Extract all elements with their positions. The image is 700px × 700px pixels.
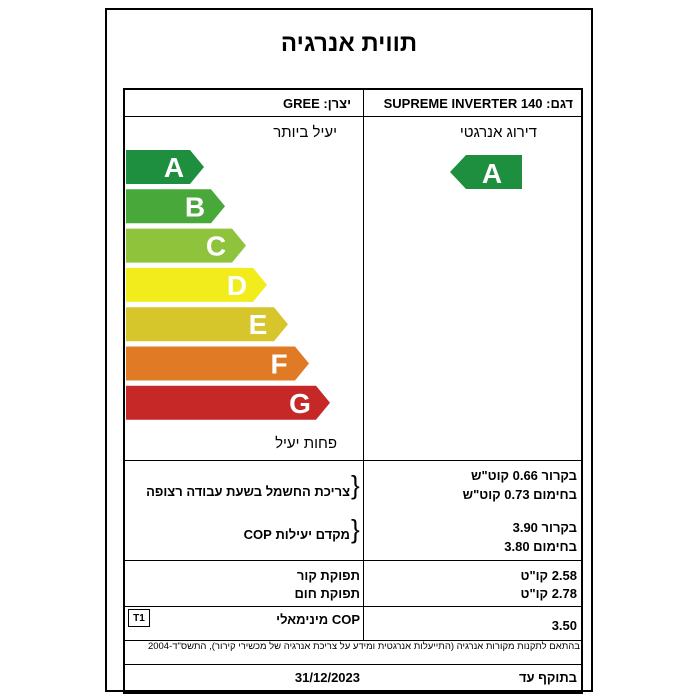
validity-label: בתוקף עד	[518, 670, 577, 685]
consumption-label: צריכת החשמל בשעת עבודה רצופה	[146, 484, 350, 499]
consumption-heating: בחימום 0.73 קוט"ש	[462, 487, 577, 502]
rating-letter: A	[481, 158, 503, 189]
energy-class-bar	[126, 189, 225, 223]
min-cop-label: COP מינימאלי	[276, 612, 360, 627]
manufacturer-label: יצרן: GREE	[282, 96, 351, 111]
regulation-footnote: בהתאם לתקנות מקורות אנרגיה (התייעלות אנרגטית ומידע על צריכת אנרגיה של מכשירי קירור), התשס"ד-2004	[147, 641, 580, 652]
heating-capacity-label: תפוקת חום	[294, 586, 360, 601]
energy-class-letter: E	[248, 309, 268, 341]
scale-bottom-label: פחות יעיל	[275, 435, 337, 452]
efficiency-scale	[126, 150, 341, 430]
energy-class-g	[126, 386, 330, 420]
energy-class-bar	[126, 229, 246, 263]
scale-top-label: יעיל ביותר	[273, 124, 337, 141]
energy-class-letter: F	[270, 348, 288, 380]
cooling-capacity-label: תפוקת קור	[296, 568, 360, 583]
energy-class-letter: B	[184, 191, 206, 223]
energy-class-letter: A	[163, 152, 185, 183]
min-cop-value: 3.50	[551, 618, 577, 633]
header-divider	[125, 116, 581, 117]
energy-class-letter: C	[205, 230, 227, 262]
column-divider	[363, 90, 364, 640]
label-title: תווית אנרגיה	[280, 30, 418, 57]
cop-cooling: בקרור 3.90	[512, 520, 577, 535]
cop-heating: בחימום 3.80	[504, 539, 577, 554]
cooling-capacity-value: 2.58 קו"ט	[520, 568, 577, 583]
energy-class-f	[126, 347, 309, 381]
energy-class-d	[126, 268, 267, 302]
model-label: דגם: SUPREME INVERTER 140	[383, 96, 573, 111]
capacity-divider	[125, 606, 581, 607]
consumption-brace: }	[351, 470, 360, 500]
heating-capacity-value: 2.78 קו"ט	[520, 586, 577, 601]
scale-bars	[126, 150, 330, 420]
energy-class-b	[126, 189, 225, 223]
consumption-cooling: בקרור 0.66 קוט"ש	[471, 468, 577, 483]
t1-box: T1	[128, 609, 150, 627]
cop-label: מקדם יעילות COP	[243, 527, 350, 542]
cop-divider	[125, 560, 581, 561]
footnote-divider	[125, 664, 581, 665]
cop-brace: }	[351, 514, 360, 544]
energy-class-e	[126, 307, 288, 341]
rating-label: דירוג אנרגטי	[459, 124, 537, 141]
energy-class-letter: D	[226, 269, 248, 301]
energy-class-letter: G	[289, 387, 311, 419]
energy-class-a	[126, 150, 204, 184]
energy-class-c	[126, 229, 246, 263]
rating-arrow	[450, 155, 525, 191]
validity-date: 31/12/2023	[294, 670, 360, 685]
scale-divider	[125, 460, 581, 461]
